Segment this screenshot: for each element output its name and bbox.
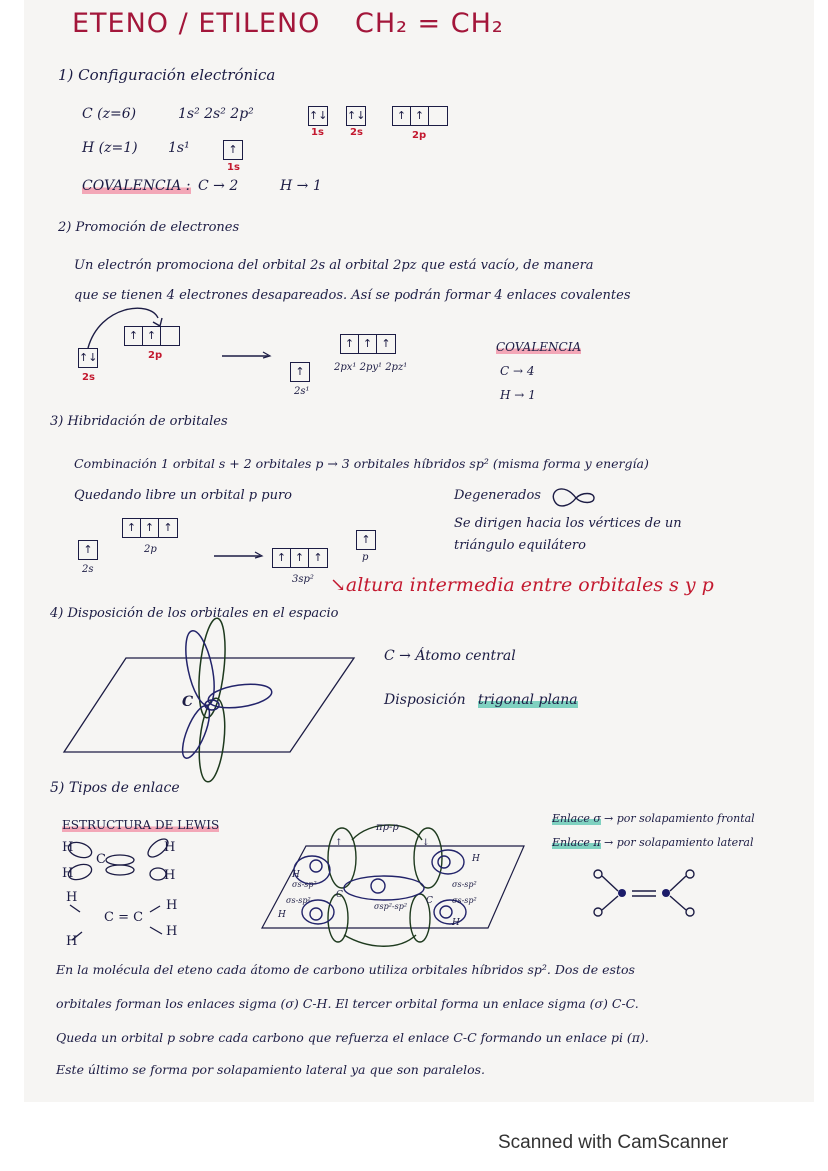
label-after-2p: 2px¹ 2py¹ 2pz¹ [334,362,408,373]
label-after-2s: 2s¹ [294,386,310,397]
label-1s: 1s [311,127,324,138]
altura-note: ↘altura intermedia entre orbitales s y p [330,574,714,596]
section2-line2: que se tienen 4 electrones desapareados. Así se podrán formar 4 enlaces covalentes [74,288,631,303]
paragraph-line1: En la molécula del eteno cada átomo de carbono utiliza orbitales híbridos sp². Dos de estos [56,962,635,977]
section2-line1: Un electrón promociona del orbital 2s al orbital 2pz que está vacío, de manera [74,258,594,273]
sigma-sp2-sp2: σsp²-sp² [374,902,408,911]
lewis-h7: H [166,898,178,913]
central-c-label: C [182,694,194,710]
spin-down-icon: ↓ [422,838,430,848]
carbon-1s-box: ↑↓ [308,106,328,126]
sigma-s-sp2-left2: σs-sp² [286,896,311,905]
spin-up-icon: ↑ [335,838,343,848]
covalencia2-label: COVALENCIA [496,340,582,354]
covalencia2-h: H → 1 [500,388,536,402]
sigma-s-sp2-right: σs-sp² [452,880,477,889]
label-before-2p: 2p [148,350,163,361]
degenerados-label: Degenerados [454,488,541,503]
lewis-h5: H [66,890,78,905]
sigma-s-sp2-right2: σs-sp² [452,896,477,905]
lewis-c1: C [96,852,106,867]
hydrogen-1s-box: ↑ [223,140,243,160]
section3-line2: Quedando libre un orbital p puro [74,488,292,503]
section3-heading: 3) Hibridación de orbitales [50,414,228,429]
vertices-line1: Se dirigen hacia los vértices de un [454,516,682,531]
lewis-h6: H [66,934,78,949]
section1-heading: 1) Configuración electrónica [58,66,276,84]
carbon-config: 1s² 2s² 2p² [178,106,254,122]
diagram-h4: H [452,918,460,928]
atomo-central: C → Átomo central [384,648,516,664]
diagram-h2: H [278,910,286,920]
pi-pp-label: πp-p [376,822,399,833]
lewis-title: ESTRUCTURA DE LEWIS [62,818,220,832]
diagram-c2: C [426,896,433,906]
carbon-2p-box: ↑ ↑ [392,106,448,126]
section3-line1: Combinación 1 orbital s + 2 orbitales p → 3 orbitales híbridos sp² (misma forma y energía) [74,456,649,471]
label-hyb-2p: 2p [144,544,157,555]
title-formula: CH₂ = CH₂ [355,8,504,39]
lewis-cc-bond: C = C [104,910,144,925]
label-p: p [362,552,369,563]
hybrid-sp2-box: ↑ ↑ ↑ [272,548,328,568]
label-2s: 2s [350,127,363,138]
lewis-h1: H [62,840,74,855]
pi-bond-text: → por solapamiento lateral [604,836,754,849]
diagram-h1: H [292,870,300,880]
ethylene-ball-stick-icon [590,866,710,922]
hybrid-p-box: ↑ [356,530,376,550]
paragraph-line2: orbitales forman los enlaces sigma (σ) C-H. El tercer orbital forma un enlace sigma (σ) C-C. [56,996,639,1011]
promo-before-2s-box: ↑↓ [78,348,98,368]
section5-heading: 5) Tipos de enlace [50,780,180,796]
label-before-2s: 2s [82,372,95,383]
paragraph-line3: Queda un orbital p sobre cada carbono que refuerza el enlace C-C formando un enlace pi (π). [56,1030,649,1045]
section4-heading: 4) Disposición de los orbitales en el espacio [50,606,339,621]
disposicion-label: Disposición [384,692,466,708]
hybrid-before-2s-box: ↑ [78,540,98,560]
sigma-bond-text: → por solapamiento frontal [604,812,755,825]
lewis-h8: H [166,924,178,939]
trigonal-plana: trigonal plana [478,692,578,708]
page-title: ETENO / ETILENO [72,8,321,39]
label-2p: 2p [412,130,427,141]
covalencia-c: C → 2 [198,178,239,194]
vertices-line2: triángulo equilátero [454,538,586,553]
carbon-label: C (z=6) [82,106,137,122]
covalencia-label: COVALENCIA : [82,178,191,194]
paragraph-line4: Este último se forma por solapamiento lateral ya que son paralelos. [56,1062,486,1077]
promo-after-2p-box: ↑ ↑ ↑ [340,334,396,354]
covalencia-h: H → 1 [280,178,322,194]
hydrogen-label: H (z=1) [82,140,138,156]
sigma-s-sp2-left: σs-sp² [292,880,317,889]
lewis-h3: H [164,840,176,855]
label-3sp2: 3sp² [292,574,314,585]
carbon-2s-box: ↑↓ [346,106,366,126]
lewis-h2: H [62,866,74,881]
diagram-h3: H [472,854,480,864]
label-h-1s: 1s [227,162,240,173]
sigma-bond-label: Enlace σ [552,812,601,825]
covalencia2-c: C → 4 [500,364,535,378]
diagram-c1: C [336,890,343,900]
hydrogen-config: 1s¹ [168,140,190,156]
pi-bond-label: Enlace π [552,836,601,849]
promo-after-2s-box: ↑ [290,362,310,382]
label-hyb-2s: 2s [82,564,94,575]
camscanner-watermark: Scanned with CamScanner [498,1132,729,1153]
lewis-h4: H [164,868,176,883]
hybrid-before-2p-box: ↑ ↑ ↑ [122,518,178,538]
section2-heading: 2) Promoción de electrones [58,220,240,235]
promo-before-2p-box: ↑ ↑ [124,326,180,346]
